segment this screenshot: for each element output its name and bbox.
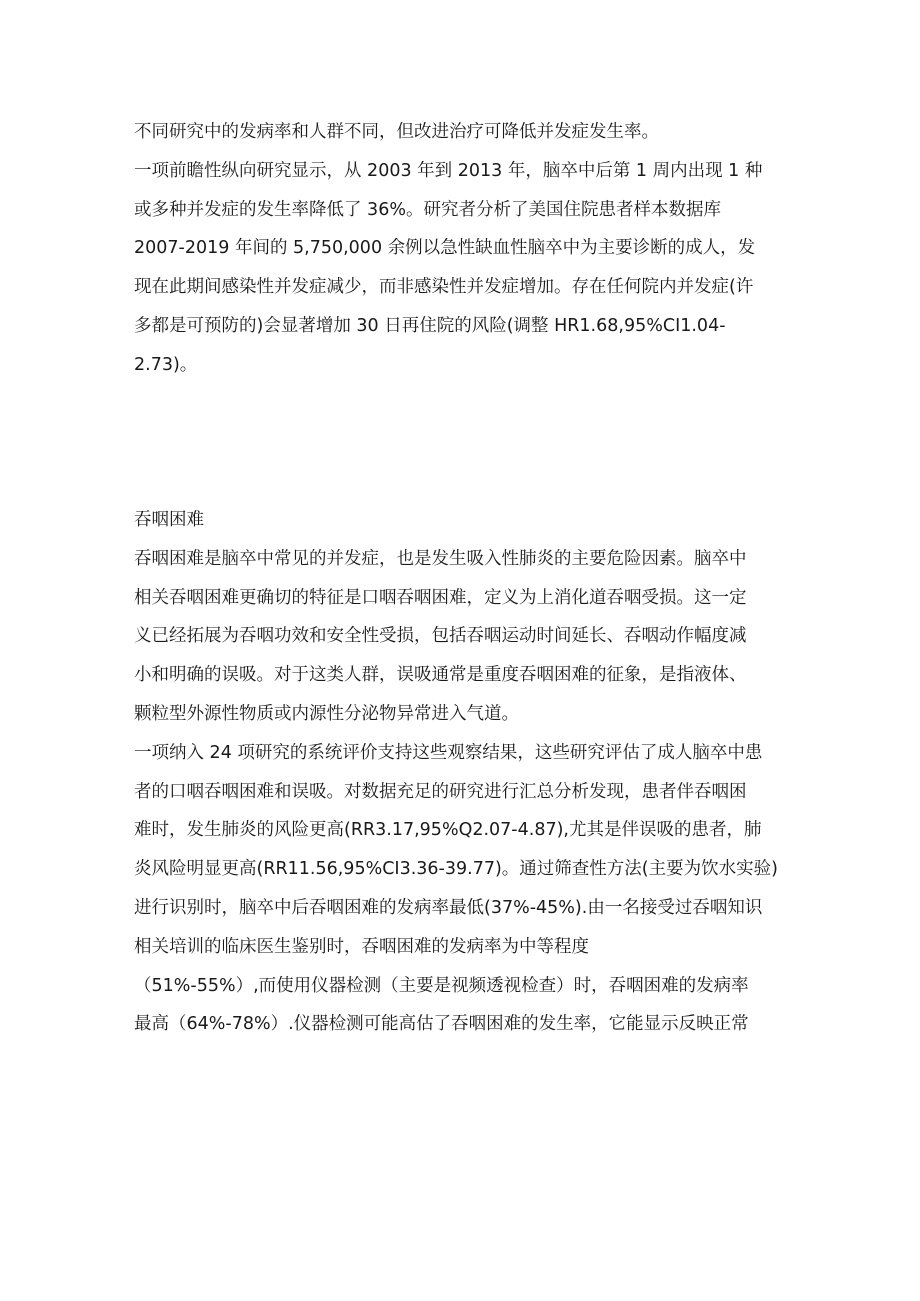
text-line: 不同研究中的发病率和人群不同，但改进治疗可降低并发症发生率。 [134,122,659,142]
text-line: 一项纳入 24 项研究的系统评价支持这些观察结果，这些研究评估了成人脑卒中患 [134,742,763,763]
text-line: 难时，发生肺炎的风险更高(RR3.17,95%Q2.07-4.87),尤其是伴误吸的患者，肺 [134,820,762,841]
text-line: 2007-2019 年间的 5,750,000 余例以急性缺血性脑卒中为主要诊断的成人，发 [134,238,756,259]
paragraph-block-dysphagia [134,501,804,1044]
text-line: 多都是可预防的)会显著增加 30 日再住院的风险(调整 HR1.68,95%CI1.04- [134,315,726,336]
text-line: 义已经拓展为吞咽功效和安全性受损，包括吞咽运动时间延长、吞咽动作幅度减 [134,626,747,647]
text-line: 一项前瞻性纵向研究显示，从 2003 年到 2013 年，脑卒中后第 1 周内出现 1 种 [134,160,763,181]
text-line: 颗粒型外源性物质或内源性分泌物异常进入气道。 [134,703,519,724]
text-line: 者的口咽吞咽困难和误吸。对数据充足的研究进行汇总分析发现，患者伴吞咽困 [134,781,747,802]
text-line: 小和明确的误吸。对于这类人群，误吸通常是重度吞咽困难的征象，是指液体、 [134,665,747,686]
text-line: 相关吞咽困难更确切的特征是口咽吞咽困难，定义为上消化道吞咽受损。这一定 [134,587,747,608]
text-line: 相关培训的临床医生鉴别时，吞咽困难的发病率为中等程度 [134,936,589,957]
text-line: 2.73)。 [134,354,198,375]
text-line: 进行识别时，脑卒中后吞咽困难的发病率最低(37%-45%).由一名接受过吞咽知识 [134,897,763,918]
text-line: 吞咽困难是脑卒中常见的并发症，也是发生吸入性肺炎的主要危险因素。脑卒中 [134,548,747,569]
text-line: 或多种并发症的发生率降低了 36%。研究者分析了美国住院患者样本数据库 [134,199,721,220]
text-line: （51%-55%）,而使用仪器检测（主要是视频透视检查）时，吞咽困难的发病率 [134,975,749,996]
text-line: 最高（64%-78%）.仪器检测可能高估了吞咽困难的发生率，它能显示反映正常 [134,1014,749,1035]
section-heading: 吞咽困难 [134,510,204,530]
text-line: 炎风险明显更高(RR11.56,95%CI3.36-39.77)。通过筛查性方法(主要为饮水实验) [134,859,778,880]
paragraph-block-complications-rate [134,113,804,385]
text-line: 现在此期间感染性并发症减少，而非感染性并发症增加。存在任何院内并发症(许 [134,277,754,298]
